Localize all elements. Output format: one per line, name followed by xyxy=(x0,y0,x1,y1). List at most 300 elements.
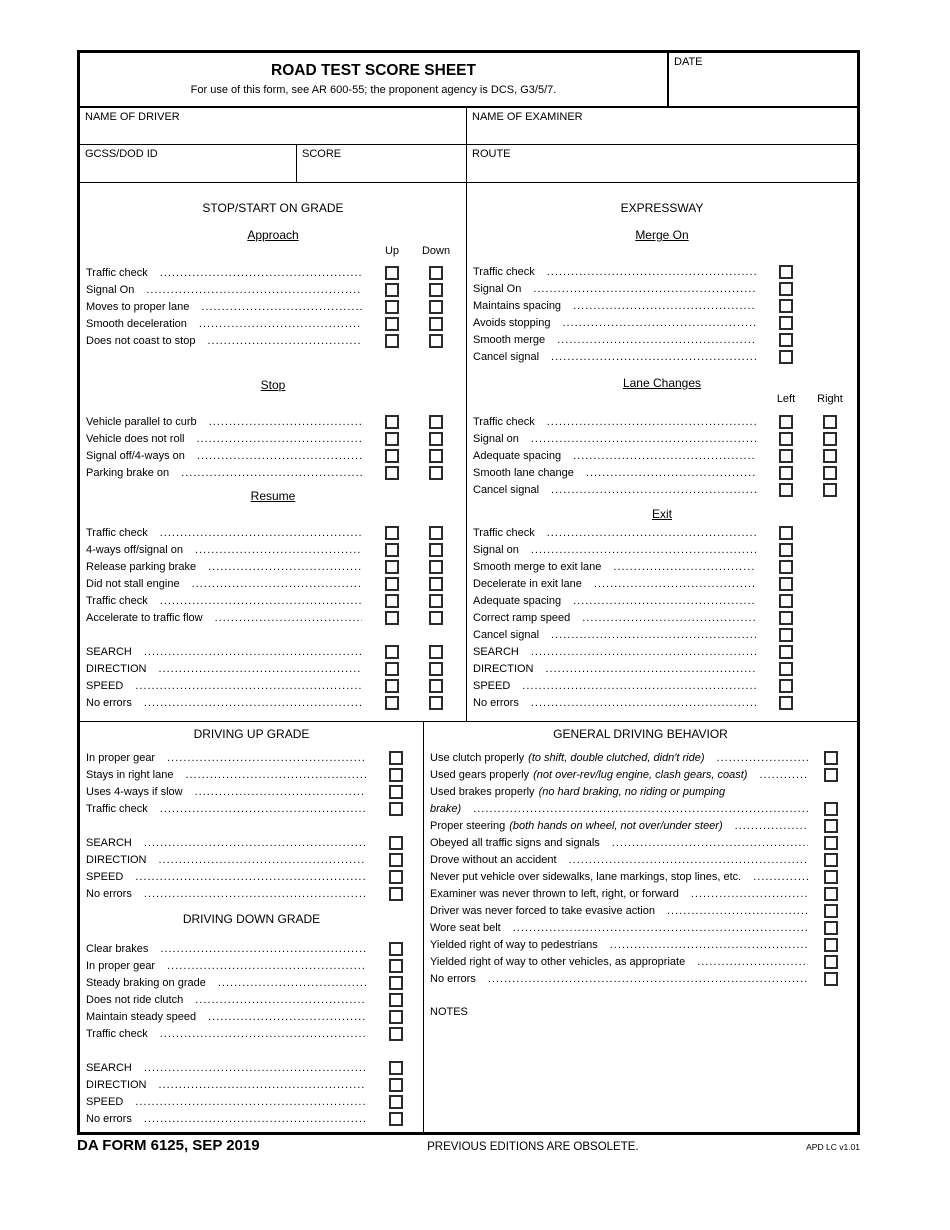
item-label: Maintain steady speed xyxy=(86,1010,197,1023)
blank-row xyxy=(80,817,423,834)
checkbox-obeyed-all-traffic-signs-and-signals[interactable] xyxy=(824,836,838,850)
checkbox-decelerate-in-exit-lane[interactable] xyxy=(779,577,793,591)
score-item-row xyxy=(80,974,423,991)
section-title: GENERAL DRIVING BEHAVIOR xyxy=(553,727,728,741)
checkbox-slot xyxy=(370,415,414,429)
checkbox-4-ways-off-signal-on[interactable] xyxy=(429,543,443,557)
dotted-leader xyxy=(181,467,362,479)
checkbox-slot xyxy=(414,300,458,314)
checkbox-slot xyxy=(370,662,414,676)
checkbox-slot xyxy=(816,955,846,969)
checkbox-clear-brakes[interactable] xyxy=(389,942,403,956)
form-number: DA FORM 6125, SEP 2019 xyxy=(77,1137,260,1154)
block xyxy=(424,749,857,987)
checkbox-direction[interactable] xyxy=(429,662,443,676)
item-label: Wore seat belt xyxy=(430,921,501,934)
checkbox-vehicle-does-not-roll[interactable] xyxy=(429,432,443,446)
dotted-leader xyxy=(144,888,366,900)
checkbox-signal-on-up[interactable] xyxy=(385,283,399,297)
dotted-leader xyxy=(610,939,808,951)
checkbox-moves-to-proper-lane-down[interactable] xyxy=(429,300,443,314)
checkbox-slot xyxy=(414,543,458,557)
checkbox-examiner-was-never-thrown-to-left-right-or-forward[interactable] xyxy=(824,887,838,901)
dotted-leader xyxy=(613,561,756,573)
checkbox-slot xyxy=(764,449,808,463)
checkbox-cancel-signal[interactable] xyxy=(779,628,793,642)
checkbox-slot xyxy=(370,594,414,608)
checkbox-slot xyxy=(414,645,458,659)
obsolete-note: PREVIOUS EDITIONS ARE OBSOLETE. xyxy=(427,1141,639,1153)
checkbox-signal-on[interactable] xyxy=(779,543,793,557)
checkbox-slot xyxy=(374,785,418,799)
checkbox-slot xyxy=(764,350,808,364)
checkbox-slot xyxy=(370,611,414,625)
score-item-row xyxy=(424,902,857,919)
section-title: DRIVING DOWN GRADE xyxy=(182,912,321,926)
item-label: Smooth deceleration xyxy=(86,317,187,330)
checkbox-slot xyxy=(414,283,458,297)
checkbox-slot xyxy=(764,466,808,480)
dotted-leader xyxy=(160,267,362,279)
up-column-header: Up xyxy=(384,245,400,257)
block-merge-on xyxy=(467,227,857,365)
score-item-row xyxy=(80,957,423,974)
form-footer xyxy=(77,1137,860,1154)
checkbox-slot xyxy=(414,317,458,331)
checkbox-signal-off-4-ways-on[interactable] xyxy=(429,449,443,463)
score-item-row xyxy=(80,281,466,298)
item-label: No errors xyxy=(430,972,476,985)
checkbox-no-errors[interactable] xyxy=(389,887,403,901)
checkbox-slot xyxy=(808,432,852,446)
checkbox-signal-on[interactable] xyxy=(779,282,793,296)
checkbox-did-not-stall-engine[interactable] xyxy=(429,577,443,591)
dotted-leader xyxy=(144,837,366,849)
item-label: Cancel signal xyxy=(473,483,540,496)
item-label: Moves to proper lane xyxy=(86,300,190,313)
date-field[interactable] xyxy=(667,53,857,108)
checkbox-does-not-coast-to-stop-down[interactable] xyxy=(429,334,443,348)
checkbox-drove-without-an-accident[interactable] xyxy=(824,853,838,867)
item-label: Adequate spacing xyxy=(473,449,562,462)
item-label: Traffic check xyxy=(473,415,535,428)
dotted-leader xyxy=(513,922,808,934)
checkbox-correct-ramp-speed[interactable] xyxy=(779,611,793,625)
checkbox-adequate-spacing-left[interactable] xyxy=(779,449,793,463)
checkbox-slot xyxy=(764,577,808,591)
checkbox-does-not-ride-clutch[interactable] xyxy=(389,993,403,1007)
item-label: Did not stall engine xyxy=(86,577,180,590)
score-item-row xyxy=(80,868,423,885)
checkbox-traffic-check-up[interactable] xyxy=(385,266,399,280)
score-item-row xyxy=(80,677,466,694)
checkbox-no-errors[interactable] xyxy=(385,696,399,710)
score-item-row xyxy=(424,766,857,783)
dotted-leader xyxy=(582,612,756,624)
gcss-dod-id-label: GCSS/DOD ID xyxy=(85,148,158,160)
checkbox-proper-steering[interactable] xyxy=(824,819,838,833)
dotted-leader xyxy=(195,994,366,1006)
score-item-row xyxy=(80,1093,423,1110)
score-item-row xyxy=(467,524,857,541)
checkbox-slot xyxy=(816,768,846,782)
item-note: (both hands on wheel, not over/under steer) xyxy=(509,819,723,832)
item-label: DIRECTION xyxy=(86,662,147,675)
score-item-row xyxy=(80,1059,423,1076)
checkbox-maintain-steady-speed[interactable] xyxy=(389,1010,403,1024)
dotted-leader xyxy=(547,527,756,539)
score-item-row xyxy=(467,575,857,592)
dotted-leader xyxy=(207,335,362,347)
score-item-row xyxy=(80,1076,423,1093)
score-item-row xyxy=(467,558,857,575)
checkbox-slot xyxy=(370,526,414,540)
dotted-leader xyxy=(160,1028,366,1040)
dotted-leader xyxy=(144,1113,366,1125)
item-label: Cancel signal xyxy=(473,628,540,641)
dotted-leader xyxy=(208,1011,366,1023)
checkbox-slot xyxy=(370,645,414,659)
checkbox-release-parking-brake[interactable] xyxy=(385,560,399,574)
checkbox-speed[interactable] xyxy=(429,679,443,693)
checkbox-traffic-check[interactable] xyxy=(389,802,403,816)
item-label: Signal on xyxy=(473,432,519,445)
item-label: Signal off/4-ways on xyxy=(86,449,185,462)
checkbox-brake[interactable] xyxy=(824,802,838,816)
score-item-row xyxy=(80,885,423,902)
dotted-leader xyxy=(144,1062,366,1074)
checkbox-slot xyxy=(370,543,414,557)
checkbox-slot xyxy=(370,266,414,280)
item-label: Vehicle parallel to curb xyxy=(86,415,197,428)
checkbox-slot xyxy=(816,887,846,901)
checkbox-moves-to-proper-lane-up[interactable] xyxy=(385,300,399,314)
checkbox-adequate-spacing-right[interactable] xyxy=(823,449,837,463)
checkbox-no-errors[interactable] xyxy=(824,972,838,986)
checkbox-vehicle-parallel-to-curb[interactable] xyxy=(429,415,443,429)
checkbox-slot xyxy=(816,870,846,884)
dotted-leader xyxy=(691,888,808,900)
checkbox-slot xyxy=(414,560,458,574)
item-label: Yielded right of way to other vehicles, as appropriate xyxy=(430,955,686,968)
item-label: Traffic check xyxy=(86,594,148,607)
checkbox-slot xyxy=(764,696,808,710)
subsection-title: Stop xyxy=(260,378,286,392)
checkbox-does-not-coast-to-stop-up[interactable] xyxy=(385,334,399,348)
checkbox-slot xyxy=(764,645,808,659)
dotted-leader xyxy=(144,646,362,658)
score-item-row xyxy=(467,331,857,348)
checkbox-direction[interactable] xyxy=(385,662,399,676)
item-label: 4-ways off/signal on xyxy=(86,543,184,556)
checkbox-slot xyxy=(414,696,458,710)
item-label: In proper gear xyxy=(86,959,156,972)
checkbox-no-errors[interactable] xyxy=(389,1112,403,1126)
item-label: Traffic check xyxy=(473,265,535,278)
dotted-leader xyxy=(573,595,756,607)
checkbox-traffic-check[interactable] xyxy=(779,526,793,540)
item-label: Examiner was never thrown to left, right, or forward xyxy=(430,887,679,900)
score-item-row xyxy=(80,1025,423,1042)
checkbox-slot xyxy=(764,299,808,313)
checkbox-release-parking-brake[interactable] xyxy=(429,560,443,574)
dotted-leader xyxy=(522,680,756,692)
checkbox-signal-on-down[interactable] xyxy=(429,283,443,297)
checkbox-slot xyxy=(764,483,808,497)
checkbox-speed[interactable] xyxy=(385,679,399,693)
checkbox-column-headers xyxy=(467,391,857,407)
checkbox-speed[interactable] xyxy=(389,870,403,884)
dotted-leader xyxy=(569,854,808,866)
checkbox-slot xyxy=(816,938,846,952)
checkbox-slot xyxy=(816,751,846,765)
checkbox-cancel-signal-left[interactable] xyxy=(779,483,793,497)
checkbox-search[interactable] xyxy=(429,645,443,659)
checkbox-search[interactable] xyxy=(385,645,399,659)
checkbox-slot xyxy=(764,282,808,296)
checkbox-parking-brake-on[interactable] xyxy=(429,466,443,480)
dotted-leader xyxy=(586,467,756,479)
checkbox-slot xyxy=(370,560,414,574)
checkbox-slot xyxy=(414,449,458,463)
form-title: ROAD TEST SCORE SHEET xyxy=(271,62,476,79)
section-stop-start-on-grade xyxy=(80,200,466,711)
checkbox-slot xyxy=(374,1112,418,1126)
section-driving-up-grade xyxy=(80,726,423,902)
dotted-leader xyxy=(196,433,362,445)
checkbox-traffic-check-down[interactable] xyxy=(429,266,443,280)
score-item-row xyxy=(424,885,857,902)
checkbox-smooth-deceleration-down[interactable] xyxy=(429,317,443,331)
item-label: Does not coast to stop xyxy=(86,334,196,347)
subsection-title: Lane Changes xyxy=(622,376,702,390)
checkbox-slot xyxy=(414,594,458,608)
item-label: Decelerate in exit lane xyxy=(473,577,582,590)
checkbox-slot xyxy=(370,577,414,591)
score-item-row xyxy=(467,447,857,464)
checkbox-uses-4-ways-if-slow[interactable] xyxy=(389,785,403,799)
checkbox-cancel-signal[interactable] xyxy=(779,350,793,364)
score-item-row xyxy=(467,592,857,609)
item-note: (to shift, double clutched, didn't ride) xyxy=(528,751,705,764)
item-label: Traffic check xyxy=(86,526,148,539)
score-item-row xyxy=(467,413,857,430)
left-column-header: Left xyxy=(776,393,796,405)
dotted-leader xyxy=(159,854,367,866)
checkbox-wore-seat-belt[interactable] xyxy=(824,921,838,935)
checkbox-slot xyxy=(764,265,808,279)
score-item-row xyxy=(467,626,857,643)
score-item-row xyxy=(80,592,466,609)
score-item-row xyxy=(80,851,423,868)
score-item-row xyxy=(424,817,857,834)
section-expressway xyxy=(467,200,857,711)
checkbox-slot xyxy=(414,611,458,625)
checkbox-traffic-check[interactable] xyxy=(429,594,443,608)
checkbox-traffic-check[interactable] xyxy=(385,594,399,608)
checkbox-never-put-vehicle-over-sidewalks-lane-markings-stop-lines-etc[interactable] xyxy=(824,870,838,884)
score-item-row xyxy=(80,783,423,800)
name-of-examiner-field[interactable] xyxy=(467,108,857,145)
section-title: STOP/START ON GRADE xyxy=(202,201,344,215)
dotted-leader xyxy=(167,752,366,764)
item-label: Traffic check xyxy=(473,526,535,539)
checkbox-search[interactable] xyxy=(779,645,793,659)
item-label: SPEED xyxy=(86,870,124,883)
item-label: Signal On xyxy=(86,283,135,296)
checkbox-steady-braking-on-grade[interactable] xyxy=(389,976,403,990)
score-item-row xyxy=(467,541,857,558)
checkbox-smooth-lane-change-right[interactable] xyxy=(823,466,837,480)
checkbox-direction[interactable] xyxy=(389,853,403,867)
score-field[interactable] xyxy=(297,145,467,183)
item-label: SEARCH xyxy=(86,1061,132,1074)
checkbox-signal-on-right[interactable] xyxy=(823,432,837,446)
score-item-row xyxy=(467,348,857,365)
checkbox-slot xyxy=(374,870,418,884)
blank-row xyxy=(80,626,466,643)
checkbox-use-clutch-properly[interactable] xyxy=(824,751,838,765)
notes-field[interactable] xyxy=(424,1020,857,1120)
checkbox-accelerate-to-traffic-flow[interactable] xyxy=(385,611,399,625)
checkbox-direction[interactable] xyxy=(779,662,793,676)
score-item-row xyxy=(80,1008,423,1025)
item-label: Obeyed all traffic signs and signals xyxy=(430,836,600,849)
checkbox-vehicle-does-not-roll[interactable] xyxy=(385,432,399,446)
checkbox-slot xyxy=(374,976,418,990)
score-item-row xyxy=(424,783,857,800)
apd-version: APD LC v1.01 xyxy=(806,1142,860,1152)
dotted-leader xyxy=(573,300,756,312)
item-label: Traffic check xyxy=(86,266,148,279)
checkbox-stays-in-right-lane[interactable] xyxy=(389,768,403,782)
checkbox-traffic-check-left[interactable] xyxy=(779,415,793,429)
score-item-row xyxy=(467,464,857,481)
checkbox-cancel-signal-right[interactable] xyxy=(823,483,837,497)
score-item-row xyxy=(467,297,857,314)
checkbox-vehicle-parallel-to-curb[interactable] xyxy=(385,415,399,429)
item-label: SPEED xyxy=(473,679,511,692)
item-label: Avoids stopping xyxy=(473,316,551,329)
item-label: Maintains spacing xyxy=(473,299,562,312)
item-note: brake) xyxy=(430,802,462,815)
name-of-examiner-label: NAME OF EXAMINER xyxy=(472,111,583,123)
checkbox-smooth-lane-change-left[interactable] xyxy=(779,466,793,480)
subsection-title: Resume xyxy=(250,489,296,503)
checkbox-speed[interactable] xyxy=(779,679,793,693)
gcss-dod-id-field[interactable] xyxy=(80,145,297,183)
score-item-row xyxy=(424,851,857,868)
subsection-title: Merge On xyxy=(635,228,689,242)
item-label: Accelerate to traffic flow xyxy=(86,611,203,624)
checkbox-search[interactable] xyxy=(389,1061,403,1075)
checkbox-slot xyxy=(816,921,846,935)
item-label: Smooth lane change xyxy=(473,466,574,479)
dotted-leader xyxy=(759,769,808,781)
checkbox-adequate-spacing[interactable] xyxy=(779,594,793,608)
item-label: No errors xyxy=(86,1112,132,1125)
checkbox-traffic-check[interactable] xyxy=(429,526,443,540)
checkbox-driver-was-never-forced-to-take-evasive-action[interactable] xyxy=(824,904,838,918)
block-stop xyxy=(80,377,466,481)
checkbox-slot xyxy=(764,415,808,429)
checkbox-avoids-stopping[interactable] xyxy=(779,316,793,330)
item-label: Driver was never forced to take evasive action xyxy=(430,904,655,917)
item-label: Release parking brake xyxy=(86,560,197,573)
checkbox-smooth-deceleration-up[interactable] xyxy=(385,317,399,331)
checkbox-accelerate-to-traffic-flow[interactable] xyxy=(429,611,443,625)
checkbox-traffic-check-right[interactable] xyxy=(823,415,837,429)
checkbox-slot xyxy=(374,802,418,816)
name-of-driver-field[interactable] xyxy=(80,108,467,145)
item-label: Clear brakes xyxy=(86,942,149,955)
checkbox-traffic-check[interactable] xyxy=(385,526,399,540)
checkbox-traffic-check[interactable] xyxy=(779,265,793,279)
dotted-leader xyxy=(197,450,362,462)
dotted-leader xyxy=(557,334,756,346)
route-label: ROUTE xyxy=(472,148,511,160)
checkbox-in-proper-gear[interactable] xyxy=(389,751,403,765)
checkbox-signal-on-left[interactable] xyxy=(779,432,793,446)
checkbox-speed[interactable] xyxy=(389,1095,403,1109)
checkbox-traffic-check[interactable] xyxy=(389,1027,403,1041)
item-label: DIRECTION xyxy=(86,1078,147,1091)
checkbox-yielded-right-of-way-to-pedestrians[interactable] xyxy=(824,938,838,952)
dotted-leader xyxy=(546,663,757,675)
checkbox-in-proper-gear[interactable] xyxy=(389,959,403,973)
panel-expressway xyxy=(467,183,857,722)
score-item-row xyxy=(80,643,466,660)
score-item-row xyxy=(80,1110,423,1127)
dotted-leader xyxy=(551,484,756,496)
item-label: Proper steering xyxy=(430,819,506,832)
item-label: Never put vehicle over sidewalks, lane markings, stop lines, etc. xyxy=(430,870,742,883)
checkbox-slot xyxy=(764,526,808,540)
checkbox-did-not-stall-engine[interactable] xyxy=(385,577,399,591)
checkbox-slot xyxy=(374,768,418,782)
dotted-leader xyxy=(667,905,808,917)
checkbox-direction[interactable] xyxy=(389,1078,403,1092)
checkbox-search[interactable] xyxy=(389,836,403,850)
checkbox-used-gears-properly[interactable] xyxy=(824,768,838,782)
score-item-row xyxy=(80,800,423,817)
checkbox-maintains-spacing[interactable] xyxy=(779,299,793,313)
dotted-leader xyxy=(594,578,756,590)
checkbox-yielded-right-of-way-to-other-vehicles-as-appropriate[interactable] xyxy=(824,955,838,969)
score-item-row xyxy=(80,694,466,711)
checkbox-no-errors[interactable] xyxy=(429,696,443,710)
checkbox-slot xyxy=(370,334,414,348)
dotted-leader xyxy=(135,871,366,883)
section-driving-down-grade xyxy=(80,911,423,1127)
score-item-row xyxy=(80,298,466,315)
route-field[interactable] xyxy=(467,145,857,183)
checkbox-slot xyxy=(370,300,414,314)
dotted-leader xyxy=(612,837,808,849)
score-item-row xyxy=(80,766,423,783)
dotted-leader xyxy=(547,266,756,278)
dotted-leader xyxy=(185,769,366,781)
checkbox-4-ways-off-signal-on[interactable] xyxy=(385,543,399,557)
checkbox-smooth-merge[interactable] xyxy=(779,333,793,347)
item-label: DIRECTION xyxy=(473,662,534,675)
checkbox-smooth-merge-to-exit-lane[interactable] xyxy=(779,560,793,574)
dotted-leader xyxy=(753,871,808,883)
item-label: In proper gear xyxy=(86,751,156,764)
checkbox-parking-brake-on[interactable] xyxy=(385,466,399,480)
checkbox-no-errors[interactable] xyxy=(779,696,793,710)
checkbox-signal-off-4-ways-on[interactable] xyxy=(385,449,399,463)
